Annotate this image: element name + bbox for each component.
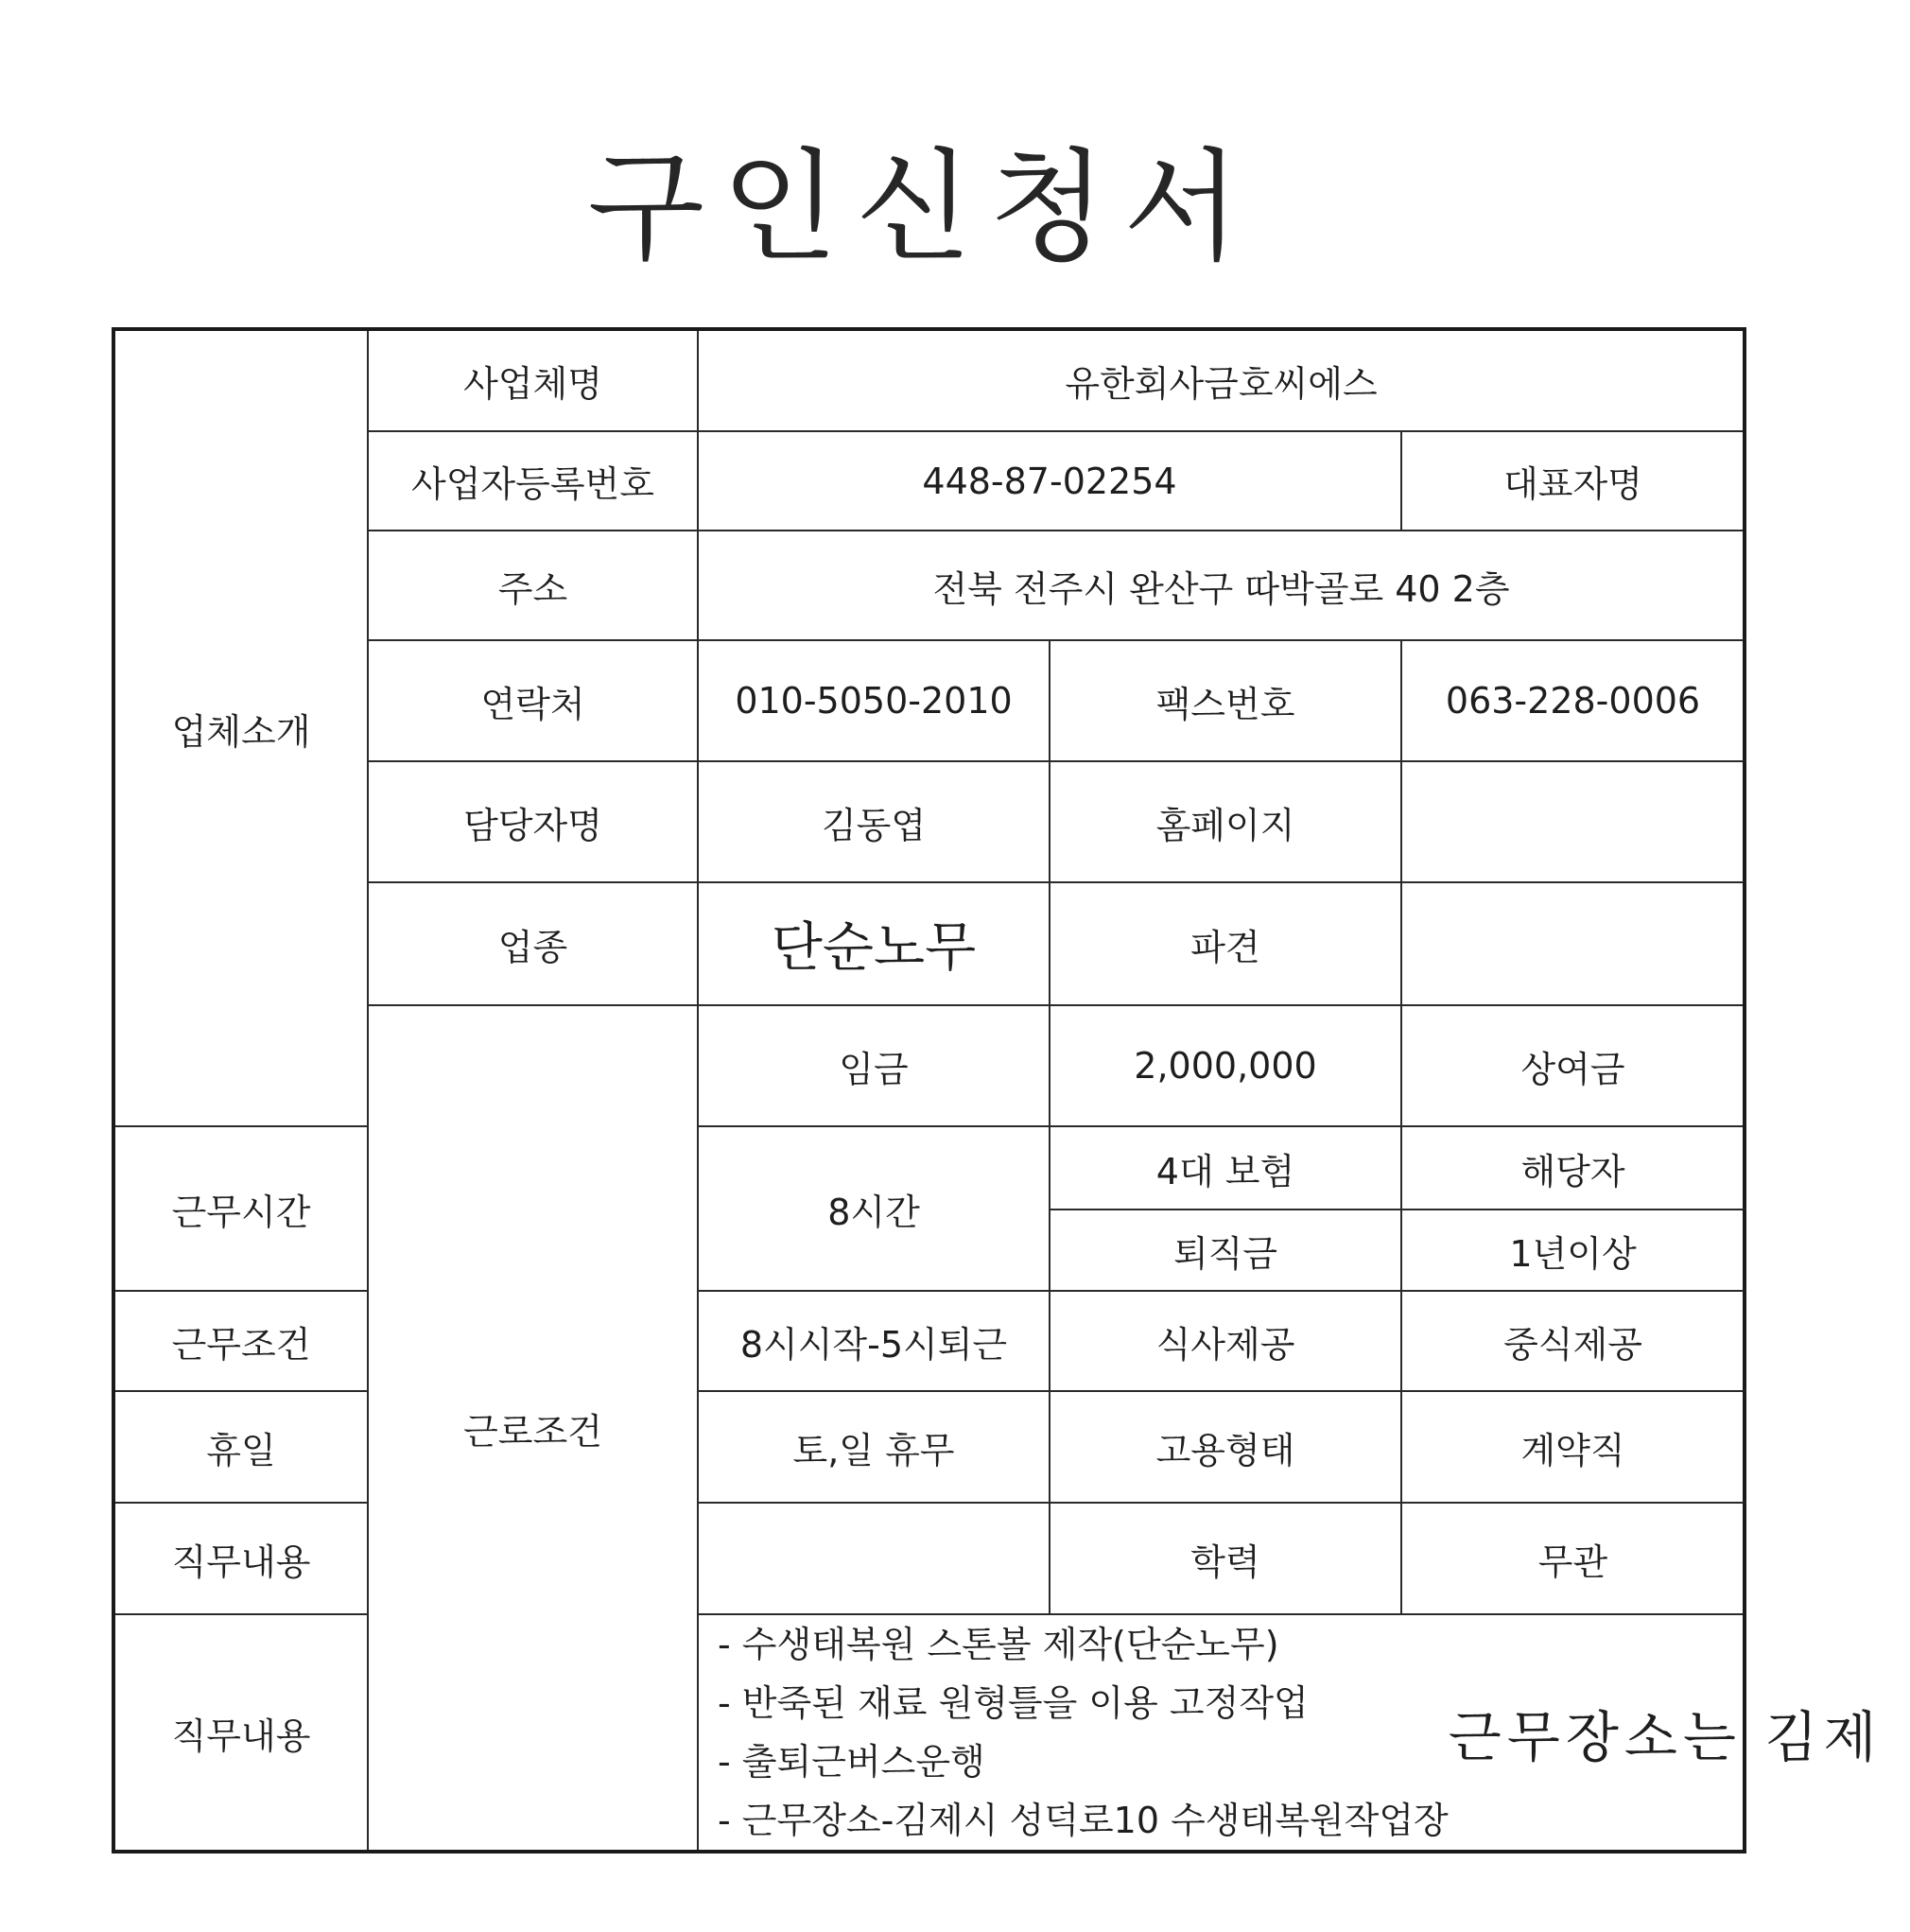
row-company-name	[113, 329, 1745, 431]
duty-item: - 수생태복원 스톤볼 제작(단순노무)	[718, 1624, 1279, 1665]
section-conditions: 근로조건	[368, 1005, 698, 1852]
contact-label: 연락처	[368, 640, 698, 761]
bonus-label: 상여금	[1401, 1005, 1745, 1126]
row-job-education	[113, 1503, 1745, 1614]
row-duties	[113, 1614, 1745, 1852]
dispatch-label: 파견	[1050, 882, 1401, 1005]
manager-label: 담당자명	[368, 761, 698, 882]
severance-label: 퇴직금	[1050, 1210, 1401, 1291]
industry-label: 업종	[368, 882, 698, 1005]
duty-item: - 반죽된 재료 원형틀을 이용 고정작업	[718, 1682, 1309, 1724]
dispatch-value	[1401, 882, 1745, 1005]
contact-value: 010-5050-2010	[698, 640, 1050, 761]
address-label: 주소	[368, 531, 698, 640]
meal-label: 식사제공	[1050, 1291, 1401, 1391]
homepage-label: 홈페이지	[1050, 761, 1401, 882]
education-label: 학력	[1050, 1503, 1401, 1614]
duty-list	[718, 1615, 1449, 1850]
duties-content	[718, 1615, 1883, 1850]
meal-value: 중식제공	[1401, 1291, 1745, 1391]
document-title: 구인신청서	[587, 137, 1258, 278]
company-name-label: 사업체명	[368, 329, 698, 431]
row-hours-insurance	[113, 1126, 1745, 1210]
manager-value: 김동엽	[698, 761, 1050, 882]
duty-item: - 근무장소-김제시 성덕로10 수생태복원작업장	[718, 1800, 1449, 1841]
wage-label: 임금	[698, 1005, 1050, 1126]
job-form-table	[112, 327, 1883, 1854]
severance-value: 1년이상	[1401, 1210, 1745, 1291]
employment-type-label: 고용형태	[1050, 1391, 1401, 1503]
registration-number-value: 448-87-02254	[698, 431, 1401, 531]
job-description-value	[698, 1503, 1050, 1614]
registration-number-label: 사업자등록번호	[368, 431, 698, 531]
section-company: 업체소개	[113, 329, 368, 1126]
homepage-value	[1401, 761, 1745, 882]
company-name-value: 유한회사금호씨에스	[698, 329, 1745, 431]
job-description-label: 직무내용	[113, 1503, 368, 1614]
holiday-label: 휴일	[113, 1391, 368, 1503]
work-hours-value: 8시간	[698, 1126, 1050, 1291]
insurance-label: 4대 보험	[1050, 1126, 1401, 1210]
row-work-conditions	[113, 1291, 1745, 1391]
duty-item: - 출퇴근버스운행	[718, 1741, 985, 1783]
address-value: 전북 전주시 완산구 따박골로 40 2층	[698, 531, 1745, 640]
work-conditions-value: 8시시작-5시퇴근	[698, 1291, 1050, 1391]
work-conditions-label: 근무조건	[113, 1291, 368, 1391]
education-value: 무관	[1401, 1503, 1745, 1614]
representative-label: 대표자명	[1401, 431, 1745, 531]
section-duties: 직무내용	[113, 1614, 368, 1852]
fax-value: 063-228-0006	[1401, 640, 1745, 761]
work-location-note: 근무장소는 김제	[1448, 1705, 1883, 1769]
work-hours-label: 근무시간	[113, 1126, 368, 1291]
industry-value: 단순노무	[698, 882, 1050, 1005]
wage-value: 2,000,000	[1050, 1005, 1401, 1126]
insurance-value: 해당자	[1401, 1126, 1745, 1210]
duties-cell	[698, 1614, 1883, 1852]
row-holiday	[113, 1391, 1745, 1503]
employment-type-value: 계약직	[1401, 1391, 1745, 1503]
fax-label: 팩스번호	[1050, 640, 1401, 761]
holiday-value: 토,일 휴무	[698, 1391, 1050, 1503]
